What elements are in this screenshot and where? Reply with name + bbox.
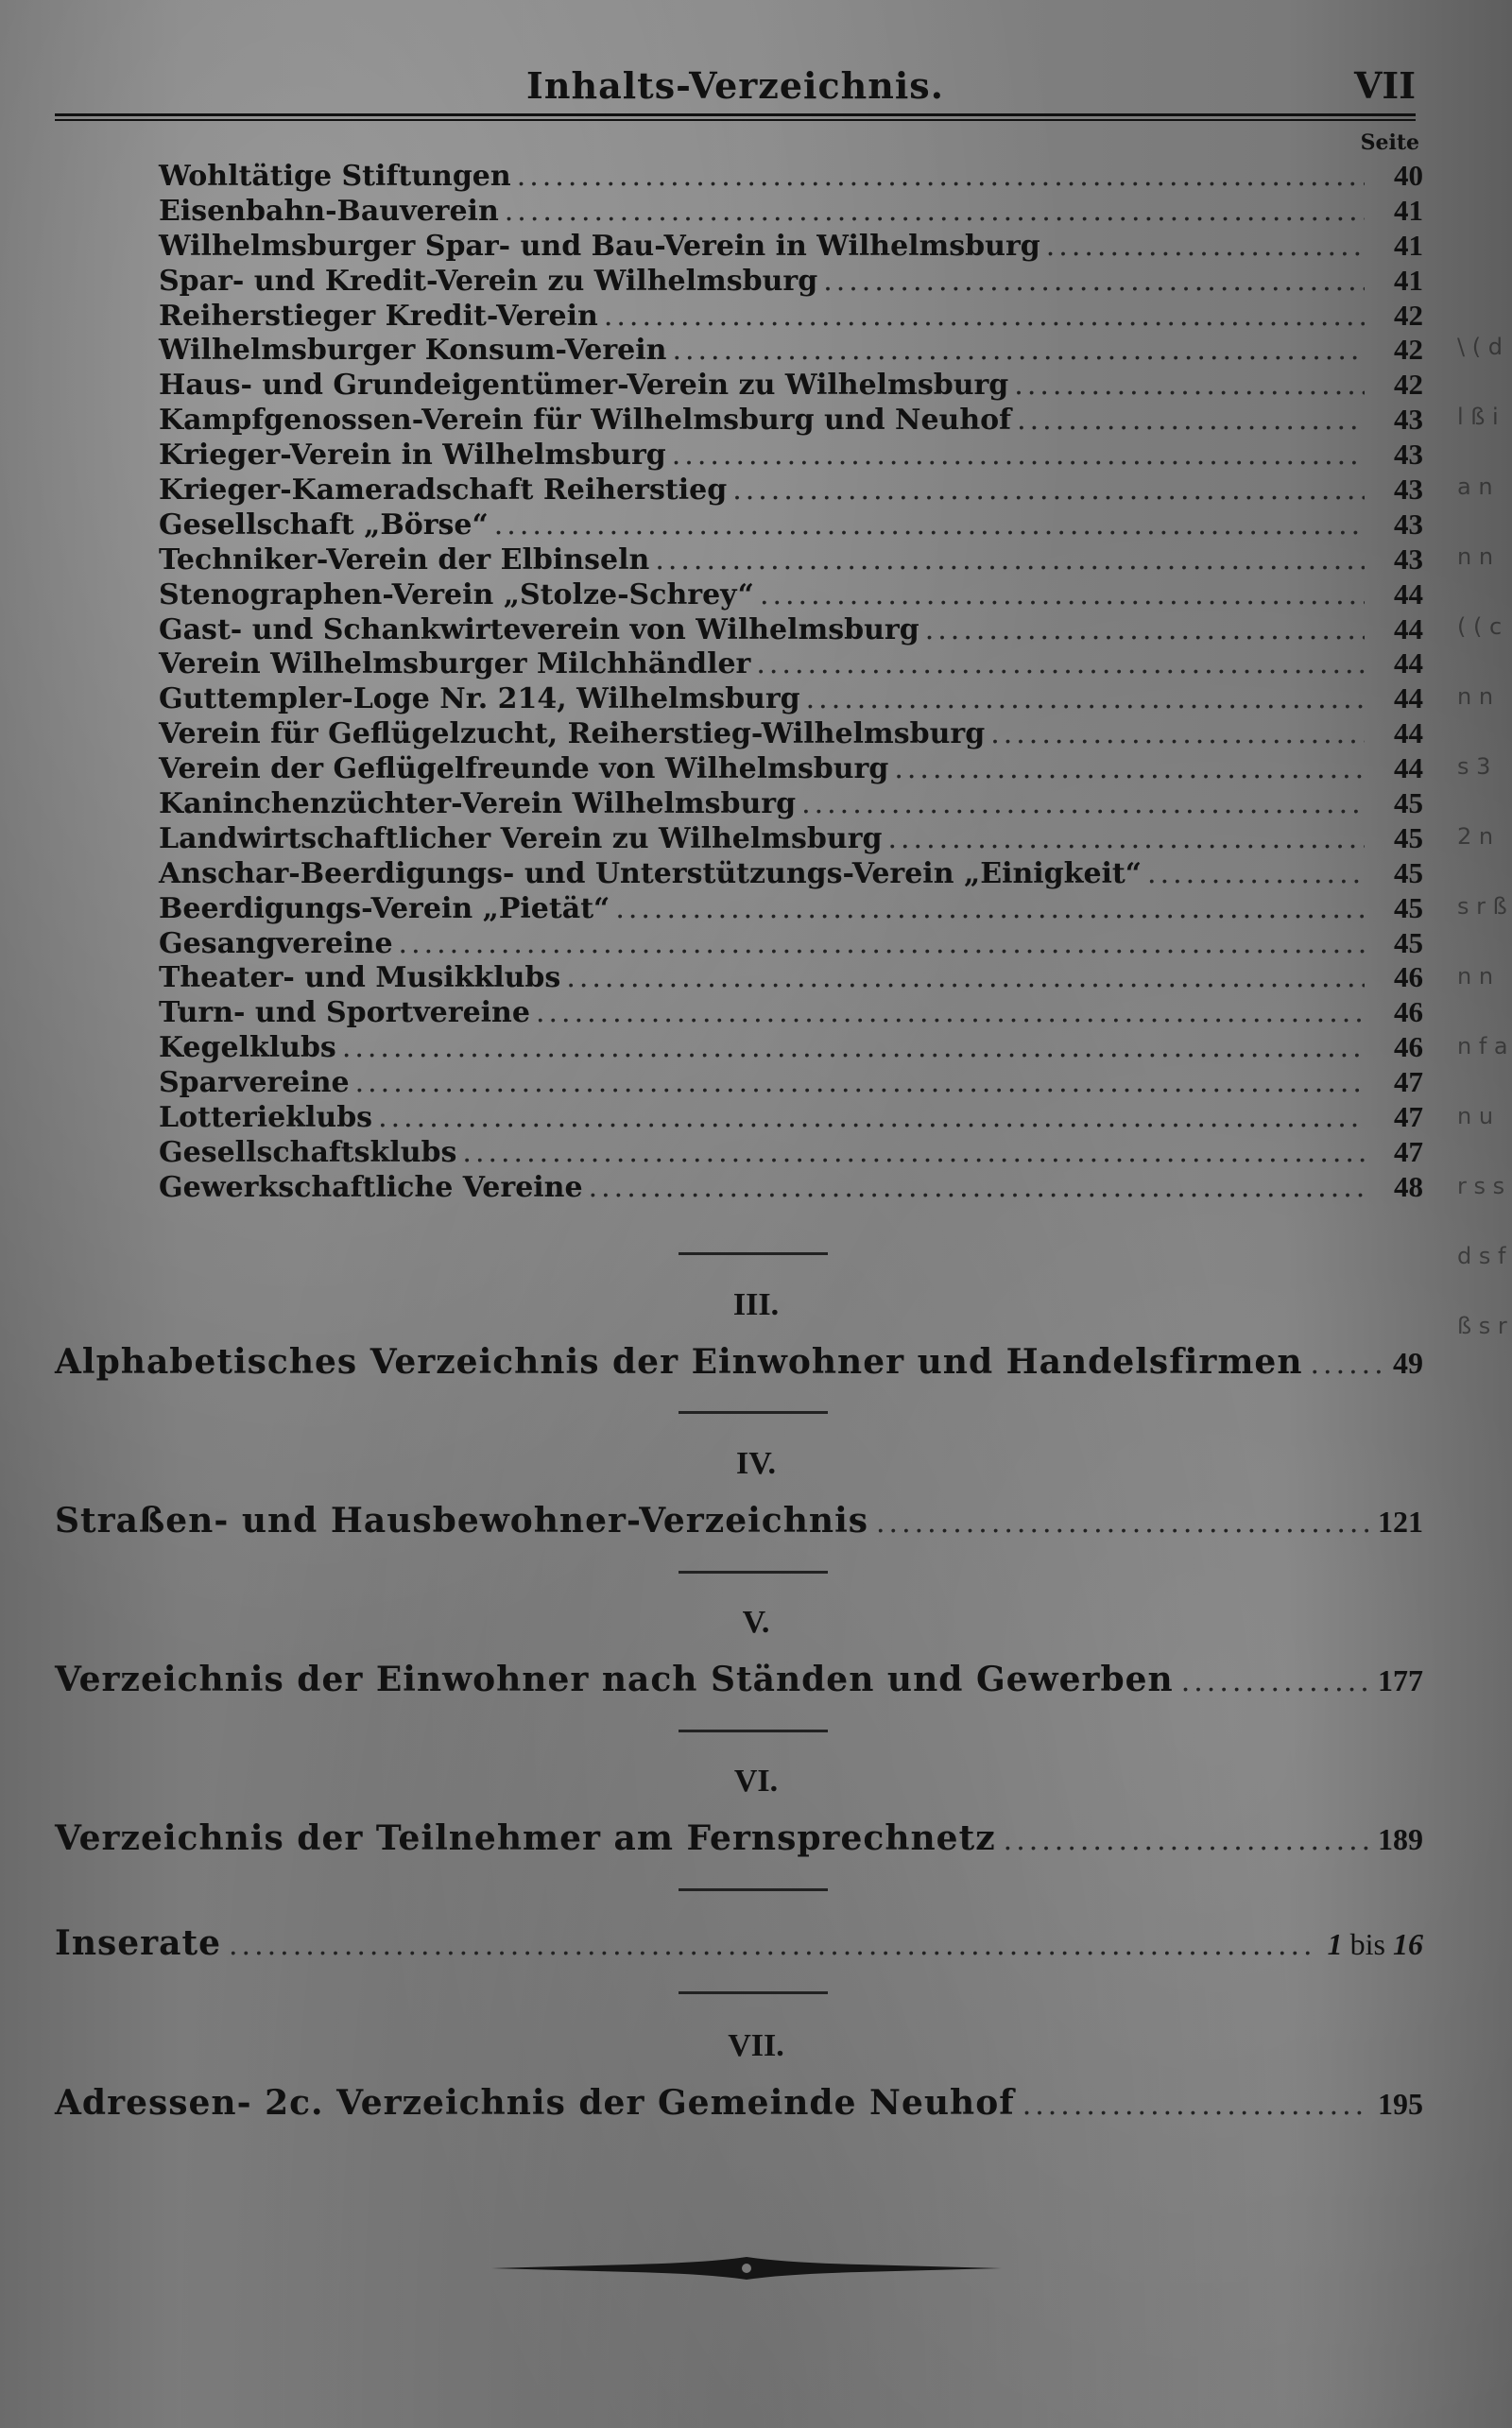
toc-entry-title: Lotterieklubs bbox=[159, 1101, 373, 1135]
section-page-range bbox=[1328, 1927, 1423, 1962]
toc-entry-title: Sparvereine bbox=[159, 1066, 350, 1100]
toc-entry-title: Kaninchenzüchter-Verein Wilhelmsburg bbox=[159, 787, 797, 821]
leader-dots bbox=[925, 613, 1365, 646]
toc-entry-page: 46 bbox=[1394, 960, 1423, 994]
page-number: VII bbox=[1353, 64, 1416, 107]
toc-entry bbox=[159, 264, 1423, 299]
toc-entry-title: Stenographen-Verein „Stolze-Schrey“ bbox=[159, 577, 754, 611]
section-divider bbox=[679, 1411, 828, 1414]
toc-entry bbox=[159, 646, 1423, 681]
toc-entry-title: Krieger-Verein in Wilhelmsburg bbox=[159, 439, 666, 473]
section-divider bbox=[679, 1252, 828, 1255]
toc-entry-title: Krieger-Kameradschaft Reiherstieg bbox=[159, 474, 728, 508]
toc-entry bbox=[159, 681, 1423, 716]
page-column-label: Seite bbox=[1360, 130, 1419, 155]
toc-entry-page: 47 bbox=[1394, 1065, 1423, 1099]
toc-entry-page: 44 bbox=[1394, 611, 1423, 646]
leader-dots bbox=[655, 543, 1365, 577]
toc-entry-page: 43 bbox=[1394, 403, 1423, 437]
toc-entry-page: 42 bbox=[1394, 298, 1423, 332]
section-entry bbox=[55, 2083, 1423, 2123]
section-title: Verzeichnis der Teilnehmer am Fernsprechnetz bbox=[55, 1818, 996, 1858]
section-page: 195 bbox=[1378, 2087, 1423, 2121]
page-title: Inhalts-Verzeichnis. bbox=[526, 64, 944, 107]
toc-entry-title: Guttempler-Loge Nr. 214, Wilhelmsburg bbox=[159, 682, 800, 716]
edge-bleed-marks: \ ( d l ß i a n n n ( ( c n n s 3 2 n s r ß n n n f a n u r s s d s f ß s r bbox=[1457, 334, 1508, 1339]
toc-entry-title: Anschar-Beerdigungs- und Unterstützungs-Verein „Einigkeit“ bbox=[159, 856, 1143, 890]
leader-dots bbox=[589, 1171, 1365, 1204]
leader-dots bbox=[615, 892, 1365, 925]
toc-entry-title: Gewerkschaftliche Vereine bbox=[159, 1170, 583, 1204]
leader-dots bbox=[672, 439, 1365, 472]
toc-entry bbox=[159, 299, 1423, 334]
section-entry bbox=[55, 1342, 1423, 1382]
toc-entry-title: Beerdigungs-Verein „Pietät“ bbox=[159, 891, 610, 925]
toc-entry-title: Gesellschaft „Börse“ bbox=[159, 508, 489, 542]
leader-dots bbox=[1046, 230, 1365, 263]
section-title: Inserate bbox=[55, 1923, 222, 1963]
section-title: Adressen- 2c. Verzeichnis der Gemeinde Neuhof bbox=[55, 2083, 1015, 2123]
toc-entry-page: 44 bbox=[1394, 716, 1423, 750]
toc-entry-title: Wohltätige Stiftungen bbox=[159, 160, 511, 193]
toc-entry-title: Theater- und Musikklubs bbox=[159, 961, 561, 995]
leader-dots bbox=[378, 1101, 1365, 1134]
toc-entry-page: 42 bbox=[1394, 333, 1423, 367]
section-numeral: VII. bbox=[728, 2028, 784, 2063]
toc-entry-title: Turn- und Sportvereine bbox=[159, 996, 530, 1030]
section-entry bbox=[55, 1660, 1423, 1699]
toc-entry-page: 43 bbox=[1394, 542, 1423, 576]
toc-entry-title: Kegelklubs bbox=[159, 1031, 336, 1065]
toc-entry-title: Haus- und Grundeigentümer-Verein zu Wilhelmsburg bbox=[159, 369, 1009, 403]
leader-dots bbox=[756, 647, 1365, 680]
toc-entry-page: 42 bbox=[1394, 368, 1423, 402]
toc-entry bbox=[159, 821, 1423, 856]
leader-dots bbox=[894, 752, 1365, 785]
leader-dots bbox=[806, 682, 1365, 715]
toc-entry-page: 45 bbox=[1394, 855, 1423, 889]
toc-entry bbox=[159, 1135, 1423, 1170]
section-entry bbox=[55, 1501, 1423, 1541]
toc-entry-title: Gesangvereine bbox=[159, 926, 393, 960]
section-page: 189 bbox=[1378, 1822, 1423, 1856]
toc-entry-page: 47 bbox=[1394, 1134, 1423, 1168]
toc-entry-page: 48 bbox=[1394, 1169, 1423, 1203]
header-rule bbox=[55, 113, 1416, 121]
toc-entry-page: 43 bbox=[1394, 438, 1423, 472]
leader-dots bbox=[1022, 2089, 1368, 2122]
toc-entry bbox=[159, 926, 1423, 961]
toc-entry-title: Techniker-Verein der Elbinseln bbox=[159, 542, 650, 577]
toc-entry bbox=[159, 194, 1423, 229]
toc-entry-page: 46 bbox=[1394, 995, 1423, 1029]
toc-entry bbox=[159, 856, 1423, 891]
toc-entry bbox=[159, 612, 1423, 647]
toc-entry-page: 44 bbox=[1394, 646, 1423, 680]
toc-entry-title: Gast- und Schankwirteverein von Wilhelmsburg bbox=[159, 612, 919, 646]
toc-entry-page: 43 bbox=[1394, 473, 1423, 507]
section-divider bbox=[679, 1730, 828, 1732]
section-numeral: VI. bbox=[733, 1764, 779, 1799]
toc-entry-page: 45 bbox=[1394, 925, 1423, 959]
toc-entry-page: 41 bbox=[1394, 263, 1423, 297]
toc-entry bbox=[159, 229, 1423, 264]
leader-dots bbox=[1311, 1348, 1384, 1381]
toc-entry-title: Verein Wilhelmsburger Milchhändler bbox=[159, 647, 751, 681]
section-entry-inserate bbox=[55, 1923, 1423, 1963]
toc-entry-page: 44 bbox=[1394, 681, 1423, 715]
section-divider bbox=[679, 1888, 828, 1891]
toc-entry-page: 44 bbox=[1394, 751, 1423, 785]
toc-entry-title: Spar- und Kredit-Verein zu Wilhelmsburg bbox=[159, 264, 818, 298]
toc-entry-title: Wilhelmsburger Konsum-Verein bbox=[159, 334, 667, 368]
toc-entry-page: 46 bbox=[1394, 1030, 1423, 1064]
toc-entry-title: Eisenbahn-Bauverein bbox=[159, 194, 499, 228]
toc-entry bbox=[159, 473, 1423, 508]
leader-dots bbox=[462, 1136, 1365, 1169]
toc-entry-page: 47 bbox=[1394, 1100, 1423, 1134]
toc-entry-title: Verein für Geflügelzucht, Reiherstieg-Wilhelmsburg bbox=[159, 717, 986, 751]
leader-dots bbox=[355, 1066, 1365, 1099]
toc-entry-page: 45 bbox=[1394, 820, 1423, 854]
toc-entry bbox=[159, 1170, 1423, 1205]
leader-dots bbox=[1004, 1824, 1368, 1857]
section-divider bbox=[679, 1991, 828, 1994]
page-header bbox=[55, 57, 1416, 113]
closing-ornament bbox=[491, 2254, 1002, 2282]
leader-dots bbox=[536, 996, 1365, 1029]
toc-entry bbox=[159, 1100, 1423, 1135]
leader-dots bbox=[1181, 1665, 1368, 1698]
section-title: Alphabetisches Verzeichnis der Einwohner und Handelsfirmen bbox=[55, 1342, 1303, 1382]
section-numeral: IV. bbox=[736, 1446, 776, 1481]
leader-dots bbox=[399, 927, 1365, 960]
leader-dots bbox=[801, 787, 1365, 820]
toc-entry-page: 41 bbox=[1394, 228, 1423, 262]
toc-entry-page: 44 bbox=[1394, 577, 1423, 611]
toc-entry bbox=[159, 368, 1423, 403]
leader-dots bbox=[990, 717, 1365, 750]
toc-entry-page: 40 bbox=[1394, 159, 1423, 192]
section-page: 177 bbox=[1378, 1663, 1423, 1697]
page-range-from: 1 bbox=[1327, 1927, 1343, 1961]
section-title: Verzeichnis der Einwohner nach Ständen und Gewerben bbox=[55, 1660, 1174, 1699]
leader-dots bbox=[517, 160, 1365, 193]
page-range-to: 16 bbox=[1393, 1927, 1423, 1961]
section-page: 121 bbox=[1378, 1505, 1423, 1539]
toc-entry-page: 41 bbox=[1394, 193, 1423, 227]
toc-entry-title: Wilhelmsburger Spar- und Bau-Verein in Wilhelmsburg bbox=[159, 229, 1040, 263]
toc-entry bbox=[159, 403, 1423, 438]
leader-dots bbox=[1147, 857, 1365, 890]
leader-dots bbox=[505, 195, 1365, 228]
toc-entry-title: Reiherstieger Kredit-Verein bbox=[159, 299, 598, 333]
toc-entry-title: Gesellschaftsklubs bbox=[159, 1135, 457, 1169]
toc-entry bbox=[159, 960, 1423, 995]
toc-entry-list bbox=[159, 159, 1423, 1205]
page-range-separator: bis bbox=[1349, 1927, 1385, 1961]
section-title: Straßen- und Hausbewohner-Verzeichnis bbox=[55, 1501, 869, 1541]
leader-dots bbox=[823, 265, 1365, 298]
leader-dots bbox=[887, 822, 1365, 855]
toc-entry-title: Landwirtschaftlicher Verein zu Wilhelmsburg bbox=[159, 821, 883, 855]
leader-dots bbox=[760, 578, 1365, 611]
toc-entry-title: Verein der Geflügelfreunde von Wilhelmsburg bbox=[159, 752, 889, 786]
toc-entry bbox=[159, 438, 1423, 473]
leader-dots bbox=[604, 300, 1365, 333]
toc-entry bbox=[159, 577, 1423, 612]
leader-dots bbox=[672, 334, 1365, 367]
toc-entry bbox=[159, 159, 1423, 194]
section-numeral: III. bbox=[732, 1287, 780, 1322]
leader-dots bbox=[1017, 404, 1365, 437]
toc-entry-title: Kampfgenossen-Verein für Wilhelmsburg und Neuhof bbox=[159, 404, 1012, 438]
toc-entry bbox=[159, 995, 1423, 1030]
toc-entry-page: 45 bbox=[1394, 890, 1423, 924]
section-numeral: V. bbox=[742, 1605, 770, 1640]
leader-dots bbox=[342, 1031, 1365, 1064]
toc-entry-page: 43 bbox=[1394, 507, 1423, 541]
toc-entry bbox=[159, 891, 1423, 926]
toc-entry bbox=[159, 786, 1423, 821]
section-page: 49 bbox=[1393, 1346, 1423, 1380]
leader-dots bbox=[876, 1507, 1368, 1540]
toc-entry bbox=[159, 1030, 1423, 1065]
leader-dots bbox=[566, 961, 1365, 994]
toc-entry-page: 45 bbox=[1394, 786, 1423, 820]
leader-dots bbox=[494, 508, 1365, 542]
leader-dots bbox=[1014, 369, 1365, 402]
toc-entry bbox=[159, 716, 1423, 751]
section-divider bbox=[679, 1571, 828, 1574]
toc-entry bbox=[159, 508, 1423, 542]
leader-dots bbox=[732, 474, 1365, 507]
toc-entry bbox=[159, 1065, 1423, 1100]
toc-entry bbox=[159, 333, 1423, 368]
leader-dots bbox=[229, 1929, 1318, 1962]
toc-entry bbox=[159, 751, 1423, 786]
section-entry bbox=[55, 1818, 1423, 1858]
toc-entry bbox=[159, 542, 1423, 577]
